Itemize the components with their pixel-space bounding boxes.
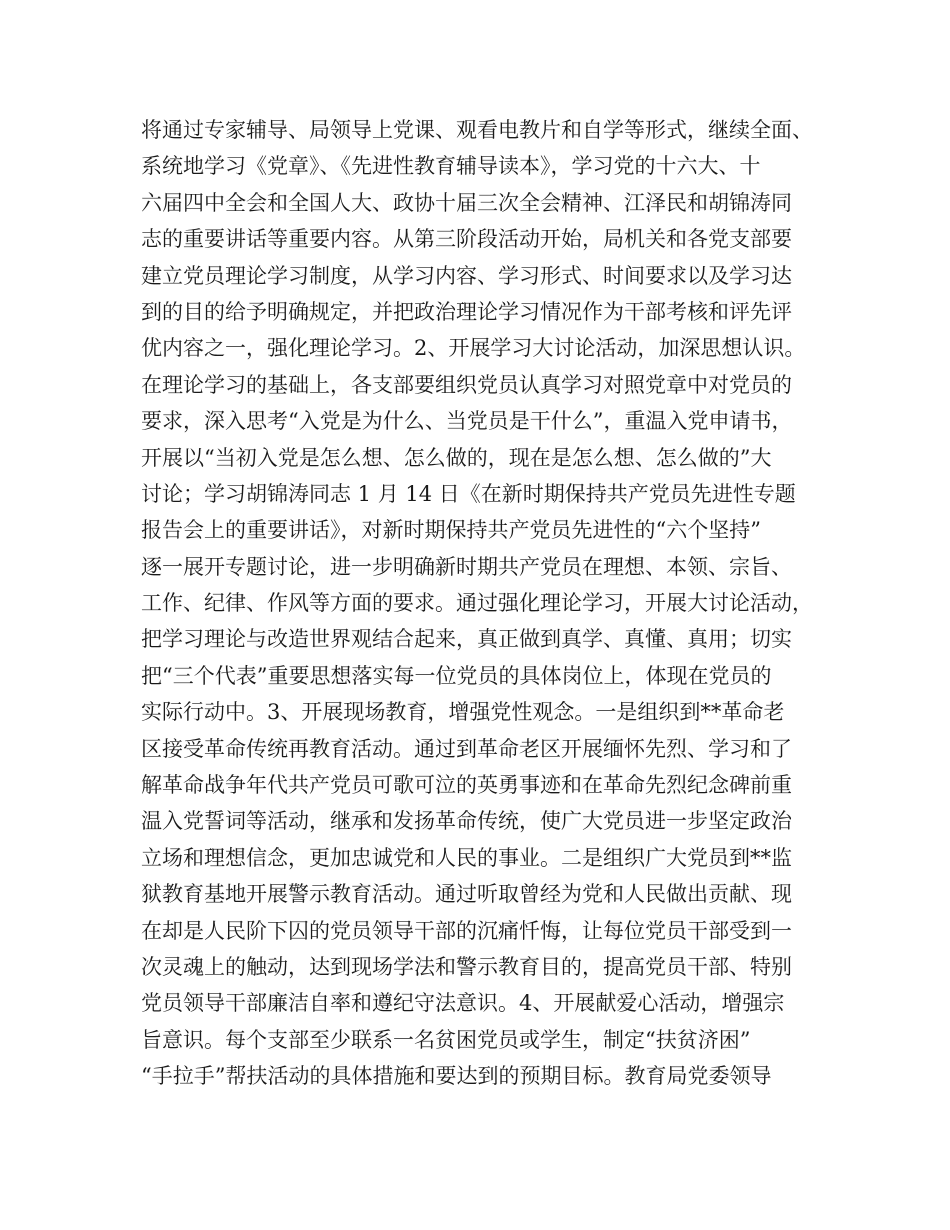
text-line: 狱教育基地开展警示教育活动。通过听取曾经为党和人民做出贡献、现 (141, 882, 792, 907)
text-line: 开展以“当初入党是怎么想、怎么做的，现在是怎么想、怎么做的”大 (141, 445, 772, 470)
text-line: 在却是人民阶下囚的党员领导干部的沉痛忏悔，让每位党员干部受到一 (141, 918, 792, 943)
text-line: 志的重要讲话等重要内容。从第三阶段活动开始，局机关和各党支部要 (141, 227, 792, 252)
text-line: 解革命战争年代共产党员可歌可泣的英勇事迹和在革命先烈纪念碑前重 (141, 773, 792, 798)
text-line: 将通过专家辅导、局领导上党课、观看电教片和自学等形式，继续全面、 (141, 118, 813, 142)
text-line: 党员领导干部廉洁自率和遵纪守法意识。4、开展献爱心活动，增强宗 (141, 991, 785, 1016)
text-line: 次灵魂上的触动，达到现场学法和警示教育目的，提高党员干部、特别 (141, 954, 792, 979)
text-line: 温入党誓词等活动，继承和发扬革命传统，使广大党员进一步坚定政治 (141, 809, 792, 834)
text-line: 把学习理论与改造世界观结合起来，真正做到真学、真懂、真用；切实 (141, 627, 792, 652)
text-line: 六届四中全会和全国人大、政协十届三次全会精神、江泽民和胡锦涛同 (141, 190, 792, 215)
text-line: 建立党员理论学习制度，从学习内容、学习形式、时间要求以及学习达 (141, 263, 792, 288)
text-line: 优内容之一，强化理论学习。2、开展学习大讨论活动，加深思想认识。 (141, 336, 806, 361)
text-line: 把“三个代表”重要思想落实每一位党员的具体岗位上，体现在党员的 (141, 663, 772, 688)
text-line: 立场和理想信念，更加忠诚党和人民的事业。二是组织广大党员到**监 (141, 845, 792, 870)
text-line: “手拉手”帮扶活动的具体措施和要达到的预期目标。教育局党委领导 (141, 1064, 772, 1089)
text-line: 到的目的给予明确规定，并把政治理论学习情况作为干部考核和评先评 (141, 299, 792, 324)
text-line: 旨意识。每个支部至少联系一名贫困党员或学生，制定“扶贫济困” (141, 1027, 751, 1052)
text-line: 实际行动中。3、开展现场教育，增强党性观念。一是组织到**革命老 (141, 700, 785, 725)
text-line: 报告会上的重要讲话》，对新时期保持共产党员先进性的“六个坚持” (141, 518, 761, 543)
text-line: 讨论；学习胡锦涛同志 1 月 14 日《在新时期保持共产党员先进性专题 (141, 481, 796, 506)
text-line: 在理论学习的基础上，各支部要组织党员认真学习对照党章中对党员的 (141, 372, 792, 397)
body-text (141, 112, 831, 1095)
text-line: 工作、纪律、作风等方面的要求。通过强化理论学习，开展大讨论活动， (141, 591, 813, 616)
text-line: 区接受革命传统再教育活动。通过到革命老区开展缅怀先烈、学习和了 (141, 736, 792, 761)
text-line: 要求，深入思考“入党是为什么、当党员是干什么”，重温入党申请书， (141, 409, 793, 434)
text-line: 逐一展开专题讨论，进一步明确新时期共产党员在理想、本领、宗旨、 (141, 554, 792, 579)
text-line: 系统地学习《党章》、《先进性教育辅导读本》，学习党的十六大、十 (141, 154, 761, 179)
